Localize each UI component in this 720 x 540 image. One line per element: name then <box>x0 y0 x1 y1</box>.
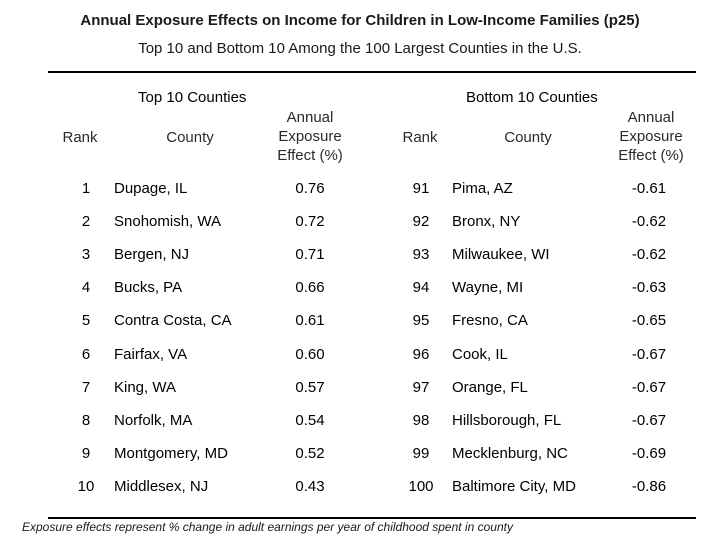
table-row <box>0 207 720 237</box>
top-county-cell: Norfolk, MA <box>114 412 193 429</box>
top-effect-cell: 0.71 <box>295 246 325 263</box>
top-county-cell: Bergen, NJ <box>114 246 190 263</box>
bottom-effect-cell: -0.86 <box>631 478 667 495</box>
top-group-title: Top 10 Counties <box>138 89 247 106</box>
bottom-rank-cell: 95 <box>412 312 430 329</box>
bottom-effect-cell: -0.67 <box>631 412 667 429</box>
table-row <box>0 273 720 303</box>
top-county-cell: Dupage, IL <box>114 180 188 197</box>
bottom-effect-cell: -0.69 <box>631 445 667 462</box>
top-county-cell: Contra Costa, CA <box>114 312 232 329</box>
bottom-rank-header: Rank <box>402 129 438 146</box>
bottom-rank-cell: 99 <box>412 445 430 462</box>
top-rank-header: Rank <box>62 129 98 146</box>
bottom-county-cell: Baltimore City, MD <box>452 478 576 495</box>
top-county-cell: Snohomish, WA <box>114 213 221 230</box>
top-rank-cell: 1 <box>81 180 91 197</box>
top-county-cell: Fairfax, VA <box>114 346 188 363</box>
top-effect-cell: 0.72 <box>295 213 325 230</box>
page-title: Annual Exposure Effects on Income for Children in Low-Income Families (p25) <box>80 12 640 29</box>
bottom-county-cell: Hillsborough, FL <box>452 412 562 429</box>
bottom-effect-header-line-2: Exposure <box>619 128 683 145</box>
top-effect-header <box>262 108 358 165</box>
bottom-effect-cell: -0.67 <box>631 379 667 396</box>
bottom-effect-cell: -0.63 <box>631 279 667 296</box>
bottom-effect-header-line-1: Annual <box>627 109 675 126</box>
top-effect-header-line-2: Exposure <box>278 128 342 145</box>
top-effect-header-line-1: Annual <box>286 109 334 126</box>
bottom-county-cell: Bronx, NY <box>452 213 521 230</box>
top-effect-cell: 0.43 <box>295 478 325 495</box>
top-effect-cell: 0.54 <box>295 412 325 429</box>
top-rank-cell: 3 <box>81 246 91 263</box>
bottom-county-cell: Mecklenburg, NC <box>452 445 568 462</box>
top-county-cell: Montgomery, MD <box>114 445 228 462</box>
top-rank-cell: 6 <box>81 346 91 363</box>
bottom-rank-cell: 96 <box>412 346 430 363</box>
top-rank-cell: 5 <box>81 312 91 329</box>
bottom-county-cell: Orange, FL <box>452 379 528 396</box>
top-effect-cell: 0.60 <box>295 346 325 363</box>
table-row <box>0 306 720 336</box>
top-county-cell: Middlesex, NJ <box>114 478 209 495</box>
top-rank-cell: 7 <box>81 379 91 396</box>
table-row <box>0 373 720 403</box>
bottom-rule <box>48 517 696 519</box>
top-rank-cell: 4 <box>81 279 91 296</box>
bottom-rank-cell: 92 <box>412 213 430 230</box>
table-row <box>0 340 720 370</box>
bottom-effect-cell: -0.62 <box>631 213 667 230</box>
bottom-group-title: Bottom 10 Counties <box>466 89 598 106</box>
top-rank-cell: 2 <box>81 213 91 230</box>
top-rank-cell: 10 <box>77 478 95 495</box>
bottom-rank-cell: 98 <box>412 412 430 429</box>
table-row <box>0 240 720 270</box>
bottom-county-cell: Fresno, CA <box>452 312 528 329</box>
bottom-county-cell: Milwaukee, WI <box>452 246 550 263</box>
bottom-rank-cell: 97 <box>412 379 430 396</box>
top-effect-header-line-3: Effect (%) <box>277 147 343 164</box>
bottom-county-cell: Wayne, MI <box>452 279 524 296</box>
bottom-rank-cell: 94 <box>412 279 430 296</box>
table-row <box>0 406 720 436</box>
bottom-rank-cell: 100 <box>408 478 434 495</box>
top-county-cell: Bucks, PA <box>114 279 183 296</box>
top-rule <box>48 71 696 73</box>
bottom-effect-cell: -0.62 <box>631 246 667 263</box>
top-effect-cell: 0.76 <box>295 180 325 197</box>
bottom-county-cell: Cook, IL <box>452 346 508 363</box>
bottom-effect-header-line-3: Effect (%) <box>618 147 684 164</box>
top-county-cell: King, WA <box>114 379 176 396</box>
table-row <box>0 472 720 502</box>
bottom-effect-cell: -0.61 <box>631 180 667 197</box>
table-row <box>0 174 720 204</box>
top-rank-cell: 8 <box>81 412 91 429</box>
top-county-header: County <box>166 129 214 146</box>
footnote: Exposure effects represent % change in adult earnings per year of childhood spent in county <box>22 520 513 534</box>
top-effect-cell: 0.61 <box>295 312 325 329</box>
bottom-county-cell: Pima, AZ <box>452 180 513 197</box>
bottom-rank-cell: 93 <box>412 246 430 263</box>
top-effect-cell: 0.66 <box>295 279 325 296</box>
top-rank-cell: 9 <box>81 445 91 462</box>
bottom-effect-cell: -0.65 <box>631 312 667 329</box>
bottom-county-header: County <box>504 129 552 146</box>
top-effect-cell: 0.52 <box>295 445 325 462</box>
bottom-effect-cell: -0.67 <box>631 346 667 363</box>
top-effect-cell: 0.57 <box>295 379 325 396</box>
page-subtitle: Top 10 and Bottom 10 Among the 100 Largest Counties in the U.S. <box>138 40 582 57</box>
bottom-rank-cell: 91 <box>412 180 430 197</box>
table-row <box>0 439 720 469</box>
bottom-effect-header <box>603 108 699 165</box>
